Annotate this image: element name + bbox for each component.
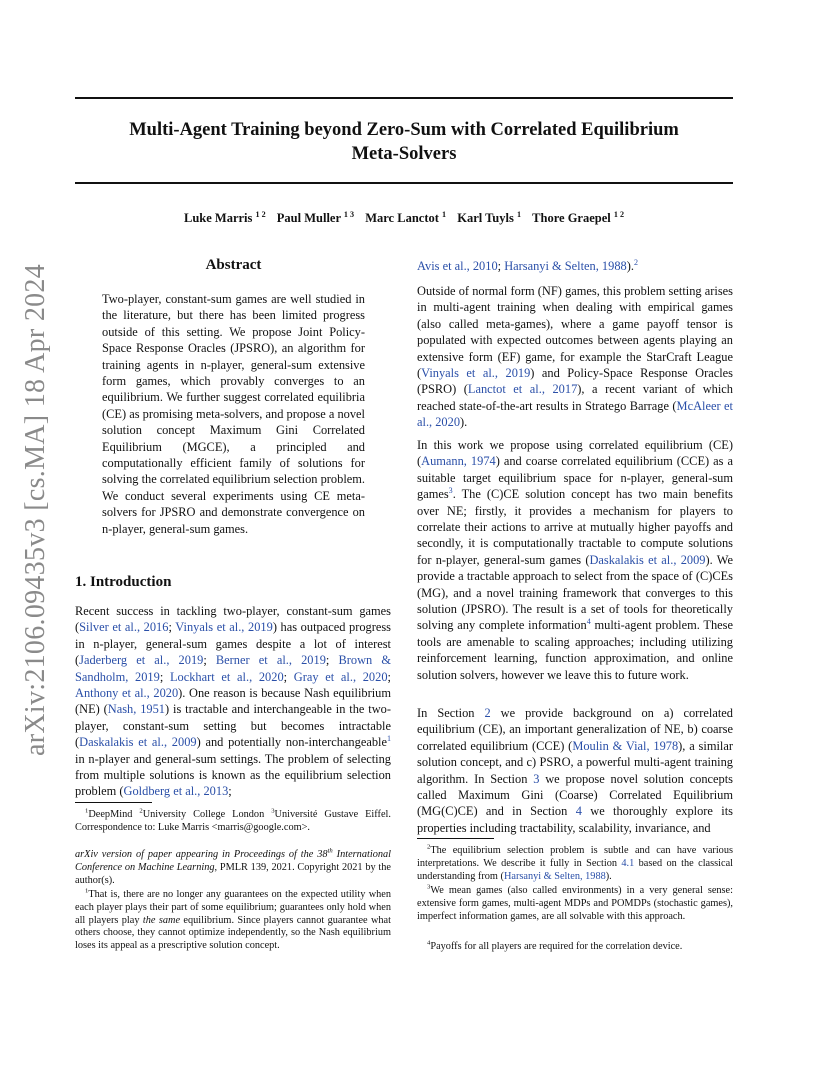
abstract-text: Two-player, constant-sum games are well studied in the literature, but there has been limited progress outside of this setting. We propose Joint Policy-Space Response Oracles (JPSRO), an algorithm for training agents in n-player, general-sum extensive form games, which provably converges to an equilibrium. We further suggest correlated equilibria (CE) as promising meta-solvers, and propose a novel solution concept Maximum Gini Correlated Equilibrium (MGCE), a principled and computationally efficient family of solutions for solving the correlated equilibrium selection problem. We conduct several experiments using CE meta-solvers for JPSRO and demonstrate convergence on n-player, general-sum games. [102, 292, 365, 536]
section-ref-link[interactable]: 4.1 [621, 857, 635, 869]
author: Karl Tuyls $^1$ [457, 209, 522, 225]
title-rule-top [75, 97, 733, 99]
citation-link[interactable]: Daskalakis et al., 2009 [79, 735, 197, 750]
citation-link[interactable]: Harsanyi & Selten, 1988 [503, 870, 606, 882]
citation-link[interactable]: Gray et al., 2020 [293, 669, 388, 684]
citation-link[interactable]: Nash, 1951 [107, 702, 166, 717]
citation-link[interactable]: Brown & Sandholm, 2019 [75, 653, 391, 684]
citation-link[interactable]: Silver et al., 2016 [79, 620, 169, 635]
title-rule-bottom [75, 182, 733, 184]
citation-link[interactable]: Daskalakis et al., 2009 [589, 552, 706, 567]
citation-link[interactable]: Aumann, 1974 [421, 454, 496, 469]
citation-link[interactable]: Vinyals et al., 2019 [175, 620, 273, 635]
citation-link[interactable]: Berner et al., 2019 [215, 653, 326, 668]
citation-link[interactable]: Jaderberg et al., 2019 [79, 653, 204, 668]
paragraph: In Section 2 we provide background on a) correlated equilibrium (CE), an important generalization of NE, b) coarse correlated equilibrium (CCE) (Moulin & Vial, 1978), a similar solution concept, and c) PSRO, a powerful multi-agent training algorithm. In Section 3 we propose novel solution concepts called Maximum Gini (Coarse) Correlated Equilibrium (MG(C)CE) and in Section 4 we thoroughly explore its properties including tractability, scalability, invariance, and [417, 706, 733, 835]
citation-link[interactable]: Moulin & Vial, 1978 [572, 738, 679, 753]
author: Marc Lanctot $^1$ [365, 209, 447, 225]
paragraph: In this work we propose using correlated equilibrium (CE) (Aumann, 1974) and coarse correlated equilibrium (CCE) as a suitable target equilibrium space for n-player, general-sum games$^3$. The (C)CE solution concept has two main benefits over NE; firstly, it provides a mechanism for players to correlate their actions to arrive at mutually higher payoffs and secondly, it is computationally tractable to compute solutions for n-player, general-sum games (Daskalakis et al., 2009). We provide a tractable approach to select from the space of (C)CEs (MG), and a novel training framework that converges to this solution (JPSRO). The result is a set of tools for theoretically solving any complete information$^4$ multi-agent problem. These tools are amenable to scaling approaches; including utilizing reinforcement learning, function approximation, and online solution solvers, however we leave this to future work. [417, 438, 733, 682]
author-list [75, 211, 733, 226]
citation-link[interactable]: Lockhart et al., 2020 [169, 669, 284, 684]
section-ref-link[interactable]: 4 [575, 804, 582, 819]
paragraph: Outside of normal form (NF) games, this problem setting arises in multi-agent training when dealing with empirical games (also called meta-games), where a game payoff tensor is populated with expected outcomes between agents playing an extensive form (EF) game, for example the StarCraft League (Vinyals et al., 2019) and Policy-Space Response Oracles (PSRO) (Lanctot et al., 2017), a recent variant of which reached state-of-the-art results in Stratego Barrage (McAleer et al., 2020). [417, 284, 733, 430]
footnote-4: $^4$Payoffs for all players are required for the correlation device. [427, 939, 683, 952]
footnote-mark[interactable]: 4 [586, 617, 591, 627]
footnote-3: $^3$We mean games (also called environments) in a very general sense: extensive form games, multi-agent MDPs and POMDPs (stochastic games), imperfect information games, are all solvable with this approach. [417, 883, 733, 922]
paper-title [75, 118, 733, 166]
author: Luke Marris $^{1 2}$ [183, 209, 266, 225]
footnote-mark[interactable]: 3 [448, 486, 453, 496]
citation-link[interactable]: Vinyals et al., 2019 [421, 366, 531, 381]
citation-link[interactable]: Avis et al., 2010 [417, 259, 498, 273]
citation-link[interactable]: Goldberg et al., 2013 [123, 784, 229, 799]
citation-link[interactable]: Lanctot et al., 2017 [467, 382, 578, 397]
arxiv-note: arXiv version of paper appearing in Proceedings of the 38th International Conference on Machine Learning, PMLR 139, 2021. Copyright 2021 by the author(s). [75, 847, 391, 886]
citation-link[interactable]: Anthony et al., 2020 [75, 686, 179, 701]
footnote-mark[interactable]: 2 [633, 257, 638, 267]
author: Paul Muller $^{1 3}$ [276, 209, 355, 225]
arxiv-stamp: arXiv:2106.09435v3 [cs.MA] 18 Apr 2024 [20, 263, 51, 756]
footnote-1: $^1$That is, there are no longer any guarantees on the expected utility when each player plays their part of some equilibrium; guarantees only hold when all players play the same equilibrium. Since players cannot guarantee what others choose, they cannot optimize independently, so the Nash equilibrium loses its appeal as a prescriptive solution concept. [75, 887, 391, 952]
abstract-heading: Abstract [205, 257, 262, 273]
citation-link[interactable]: Harsanyi & Selten, 1988 [504, 259, 627, 273]
author: Thore Graepel $^{1 2}$ [532, 209, 624, 225]
section-ref-link[interactable]: 2 [484, 706, 491, 720]
affiliations-footnote: $^1$DeepMind $^2$University College London $^3$Université Gustave Eiffel. Correspondence to: Luke Marris <marris@google.com>. [75, 807, 391, 833]
continued-citation: Avis et al., 2010; Harsanyi & Selten, 1988).$^2$ [417, 257, 638, 273]
footnote-rule [75, 802, 152, 803]
title-line-2: Meta-Solvers [351, 144, 457, 164]
intro-paragraph: Recent success in tackling two-player, constant-sum games (Silver et al., 2016; Vinyals et al., 2019) has outpaced progress in n-player, general-sum games despite a lot of interest (Jaderberg et al., 2019; Berner et al., 2019; Brown & Sandholm, 2019; Lockhart et al., 2020; Gray et al., 2020; Anthony et al., 2020). One reason is because Nash equilibrium (NE) (Nash, 1951) is tractable and interchangeable in the two-player, constant-sum setting but becomes intractable (Daskalakis et al., 2009) and potentially non-interchangeable$^1$ in n-player and general-sum settings. The problem of selecting from multiple solutions is known as the equilibrium selection problem (Goldberg et al., 2013; [75, 604, 391, 799]
title-line-1: Multi-Agent Training beyond Zero-Sum with Correlated Equilibrium [129, 120, 679, 140]
section-ref-link[interactable]: 3 [533, 771, 540, 786]
section-heading-introduction: 1. Introduction [75, 574, 172, 590]
footnote-2: $^2$The equilibrium selection problem is subtle and can have various interpretations. We describe it fully in Section 4.1 based on the classical understanding from (Harsanyi & Selten, 1988). [417, 843, 733, 882]
citation-link[interactable]: McAleer et al., 2020 [417, 398, 733, 430]
footnote-mark[interactable]: 1 [386, 734, 391, 744]
footnote-rule [417, 838, 494, 839]
